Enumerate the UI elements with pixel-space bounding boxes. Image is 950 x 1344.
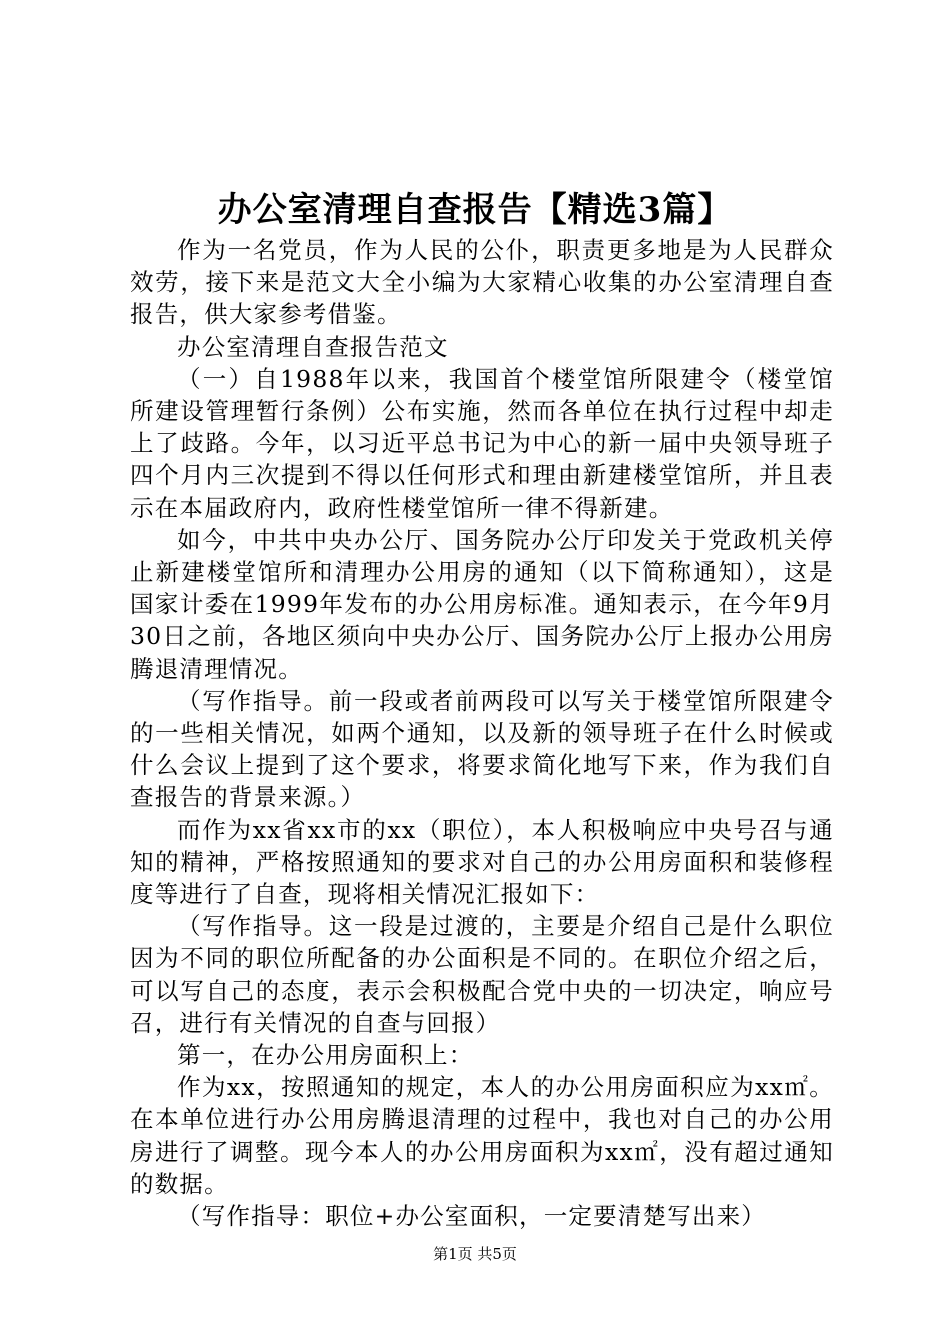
page-footer: 第1页 共5页: [433, 1245, 517, 1263]
paragraph-office-area: 作为xx，按照通知的规定，本人的办公用房面积应为xx㎡。在本单位进行办公用房腾退清理的过程中，我也对自己的办公用房进行了调整。现今本人的办公用房面积为xx㎡，没有超过通知的数据。: [130, 1073, 834, 1198]
paragraph-first-point: 第一，在办公用房面积上：: [177, 1041, 474, 1070]
paragraph-intro: 作为一名党员，作为人民的公仆，职责更多地是为人民群众效劳，接下来是范文大全小编为大家精心收集的办公室清理自查报告，供大家参考借鉴。: [130, 236, 834, 329]
paragraph-writing-guide-2: （写作指导。这一段是过渡的，主要是介绍自己是什么职位因为不同的职位所配备的办公面积是不同的。在职位介绍之后，可以写自己的态度，表示会积极配合党中央的一切决定，响应号召，进行有关情况的自查与回报）: [130, 912, 834, 1037]
paragraph-background: （一）自1988年以来，我国首个楼堂馆所限建令（楼堂馆所建设管理暂行条例）公布实施，然而各单位在执行过程中却走上了歧路。今年，以习近平总书记为中心的新一届中央领导班子四个月内三次提到不得以任何形式和理由新建楼堂馆所，并且表示在本届政府内，政府性楼堂馆所一律不得新建。: [130, 364, 834, 522]
paragraph-writing-guide-1: （写作指导。前一段或者前两段可以写关于楼堂馆所限建令的一些相关情况，如两个通知，以及新的领导班子在什么时候或什么会议上提到了这个要求，将要求简化地写下来，作为我们自查报告的背景来源。）: [130, 686, 834, 812]
paragraph-notice: 如今，中共中央办公厅、国务院办公厅印发关于党政机关停止新建楼堂馆所和清理办公用房的通知（以下简称通知），这是国家计委在1999年发布的办公用房标准。通知表示，在今年9月30日之前，各地区须向中央办公厅、国务院办公厅上报办公用房腾退清理情况。: [130, 525, 834, 683]
document-body: [130, 234, 834, 1232]
paragraph-position: 而作为xx省xx市的xx（职位），本人积极响应中央号召与通知的精神，严格按照通知的要求对自己的办公用房面积和装修程度等进行了自查，现将相关情况汇报如下：: [130, 815, 834, 909]
paragraph-section-heading: 办公室清理自查报告范文: [177, 332, 449, 361]
document-title: 办公室清理自查报告【精选3篇】: [217, 190, 733, 230]
paragraph-writing-guide-3: （写作指导：职位+办公室面积，一定要清楚写出来）: [177, 1202, 766, 1231]
